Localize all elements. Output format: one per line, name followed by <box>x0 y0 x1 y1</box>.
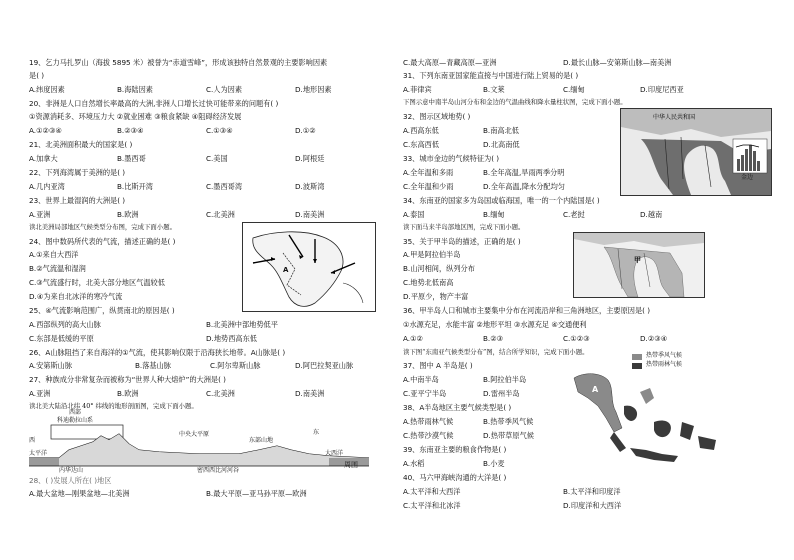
q36-sub: ①水源充足，水能丰富 ②地形平坦 ③水源充足 ④交通便利 <box>403 320 587 329</box>
legend-rainforest-label: 热带雨林气候 <box>646 361 683 368</box>
q20-opt-b: B.②③④ <box>117 126 144 135</box>
map-label-a-peninsula: A <box>592 385 599 394</box>
q35-opt-a: A.甲是阿拉伯半岛 <box>403 250 461 259</box>
q38-opt-a: A.热带雨林气候 <box>403 417 454 426</box>
q40-text: 40、马六甲海峡沟通的大洋是( ) <box>403 473 507 482</box>
q21-opt-d: D.阿根廷 <box>295 154 325 163</box>
q25-opt-a: A.西部纵列的高大山脉 <box>29 320 101 329</box>
q34-opt-c: C.老挝 <box>563 210 585 219</box>
q19-opt-c: C.人为因素 <box>206 85 243 94</box>
profile-east-label: 东 <box>313 429 320 436</box>
q27-opt-b: B.欧洲 <box>117 389 139 398</box>
q24-opt-c: C.③气流盛行时，北美大部分地区气温较低 <box>29 278 165 287</box>
q26-text: 26、A山脉阻挡了来自海洋的①气流，使其影响仅限于沿海狭长地带。A山脉是( ) <box>29 348 286 357</box>
q34-opt-b: B.缅甸 <box>483 210 505 219</box>
map-label-a: A <box>283 266 289 274</box>
q32-opt-b: B.南高北低 <box>483 126 519 135</box>
q22-opt-d: D.波斯湾 <box>295 182 325 191</box>
q33-opt-b: B.全年高温,旱雨两季分明 <box>483 168 565 177</box>
q38-text: 38、A半岛地区主要气候类型是( ) <box>403 403 512 412</box>
q25-text: 25、④气流影响范围广，纵贯南北的原因是( ) <box>29 306 175 315</box>
legend-monsoon-swatch <box>632 354 642 360</box>
q34-text: 34、东南亚的国家多为岛国或临海国，唯一的一个内陆国是( ) <box>403 196 600 205</box>
q25-opt-d: D.地势西高东低 <box>206 334 257 343</box>
q32-opt-a: A.西高东低 <box>403 126 439 135</box>
q19-text: 19、乞力马扎罗山（海拔 5895 米）被誉为“赤道雪峰”，形成该独特自然景观的主要影响因素 <box>29 58 328 67</box>
q32-text: 32、图示区域地势( ) <box>403 112 471 121</box>
q33-opt-a: A.全年温和多雨 <box>403 168 454 177</box>
profile-atlantic-label: 大西洋 <box>325 450 344 457</box>
read-note-1: 读北美洲局部地区气候类型分布图，完成下面小题。 <box>29 223 176 231</box>
north-america-climate-map <box>242 222 376 312</box>
q33-text: 33、城市金边的气候特征为( ) <box>403 154 500 163</box>
q26-opt-b: B.落基山脉 <box>135 361 171 370</box>
q30-opt-c: C.最大高原—青藏高原—亚洲 <box>403 58 497 67</box>
q25-opt-c: C.东部是低缓的平原 <box>29 334 94 343</box>
profile-cordillera-label: 科迪勒拉山系 <box>57 417 94 424</box>
q33-opt-d: D.全年高温,降水分配均匀 <box>483 182 565 191</box>
q36-text: 36、甲半岛人口和城市主要集中分布在河流沿岸和三角洲地区，主要原因是( ) <box>403 306 651 315</box>
q20-opt-d: D.①② <box>295 126 316 135</box>
q31-opt-a: A.菲律宾 <box>403 85 432 94</box>
q23-opt-b: B.欧洲 <box>117 210 139 219</box>
map-label-china: 中华人民共和国 <box>653 114 696 121</box>
q27-opt-c: C.北美洲 <box>206 389 235 398</box>
q36-opt-a: A.①② <box>403 334 423 343</box>
q22-text: 22、下列海湾属于美洲的是( ) <box>29 168 126 177</box>
q30-opt-d: D.最长山脉—安第斯山脉—南美洲 <box>563 58 672 67</box>
q21-opt-a: A.加拿大 <box>29 154 58 163</box>
q28-opt-a: A.最大盆地—刚果盆地—北美洲 <box>29 489 130 498</box>
q35-opt-d: D.平原少，物产丰富 <box>403 292 469 301</box>
map-label-jia: 甲 <box>634 256 641 264</box>
q23-opt-c: C.北美洲 <box>206 210 235 219</box>
q21-opt-c: C.美国 <box>206 154 228 163</box>
q40-opt-c: C.太平洋和北冰洋 <box>403 501 461 510</box>
q33-opt-c: C.全年温和少雨 <box>403 182 454 191</box>
read-note-5: 读下图“东南亚气候类型分布”图，结合所学知识，完成下面小题。 <box>403 348 589 356</box>
profile-plain-label: 中央大平原 <box>179 431 210 438</box>
profile-top-label: 西部 <box>69 409 82 416</box>
q39-text: 39、东南亚主要的粮食作物是( ) <box>403 445 507 454</box>
q34-opt-d: D.越南 <box>640 210 663 219</box>
q38-opt-d: D.热带草原气候 <box>483 431 534 440</box>
q36-opt-b: B.②③ <box>483 334 504 343</box>
q19-opt-d: D.地形因素 <box>295 85 332 94</box>
q31-opt-b: B.文莱 <box>483 85 505 94</box>
q26-opt-a: A.安第斯山脉 <box>29 361 73 370</box>
q27-text: 27、种族成分非常复杂而被称为“世界人种大熔炉”的大洲是( ) <box>29 375 226 384</box>
q27-opt-d: D.南美洲 <box>295 389 325 398</box>
q40-opt-a: A.太平洋和大西洋 <box>403 487 461 496</box>
profile-west-label: 西 <box>29 437 36 444</box>
profile-pacific-label: 太平洋 <box>29 450 48 457</box>
q35-text: 35、关于甲半岛的描述，正确的是( ) <box>403 237 521 246</box>
q19-opt-b: B.海陆因素 <box>117 85 153 94</box>
q39-opt-b: B.小麦 <box>483 459 505 468</box>
q24-text: 24、图中数码所代表的气流，描述正确的是( ) <box>29 237 176 246</box>
q19-cont: 是( ) <box>29 71 45 80</box>
southeast-asia-climate-map <box>570 352 720 468</box>
q19-opt-a: A.纬度因素 <box>29 85 65 94</box>
q34-opt-a: A.泰国 <box>403 210 425 219</box>
q26-opt-d: D.阿巴拉契亚山脉 <box>295 361 354 370</box>
q26-opt-c: C.阿尔卑斯山脉 <box>210 361 261 370</box>
q22-opt-a: A.几内亚湾 <box>29 182 65 191</box>
q21-text: 21、北美洲面积最大的国家是( ) <box>29 140 133 149</box>
q24-opt-a: A.①来自大西洋 <box>29 250 79 259</box>
q31-text: 31、下列东南亚国家能直接与中国进行陆上贸易的是( ) <box>403 71 579 80</box>
q23-text: 23、世界上最湿润的大洲是( ) <box>29 196 126 205</box>
q37-text: 37、图中 A 半岛是( ) <box>403 361 473 370</box>
q35-opt-b: B.山河相间，纵列分布 <box>403 264 475 273</box>
read-note-2: 读北美大陆沿北纬 40° 纬线的地形剖面图，完成下面小题。 <box>29 402 198 410</box>
q37-opt-b: B.阿拉伯半岛 <box>483 375 527 384</box>
q32-opt-d: D.北高南低 <box>483 140 520 149</box>
q39-opt-a: A.水稻 <box>403 459 425 468</box>
q28-opt-b: B.最大平原—亚马孙平原—欧洲 <box>206 489 307 498</box>
q20-opt-a: A.①②③④ <box>29 126 62 135</box>
read-note-3: 下图示意中南半岛山河分布和金边的气温曲线和降水量柱状图，完成下面小题。 <box>403 98 627 106</box>
q24-opt-d: D.④为来自北冰洋的寒冷气流 <box>29 292 123 301</box>
q35-opt-c: C.地势北低南高 <box>403 278 454 287</box>
q37-opt-c: C.亚平宁半岛 <box>403 389 447 398</box>
map-label-phnom-penh: 金边 <box>741 174 754 181</box>
q22-opt-b: B.比斯开湾 <box>117 182 153 191</box>
q20-opt-c: C.①③④ <box>206 126 233 135</box>
profile-eastern-label: 东部山地 <box>249 437 274 444</box>
q40-opt-d: D.印度洋和大西洋 <box>563 501 622 510</box>
q31-opt-c: C.缅甸 <box>563 85 585 94</box>
profile-mississippi-label: 密西西比河河谷 <box>197 467 240 474</box>
q20-text: 20、非洲是人口自然增长率最高的大洲,非洲人口增长过快可能带来的问题有( ) <box>29 99 279 108</box>
legend-rainforest-swatch <box>632 363 642 369</box>
profile-cut-label: 周围 <box>344 461 358 469</box>
q36-opt-c: C.①②③ <box>563 334 590 343</box>
q23-opt-d: D.南美洲 <box>295 210 325 219</box>
q21-opt-b: B.墨西哥 <box>117 154 146 163</box>
peninsula-map <box>573 232 705 298</box>
q32-opt-c: C.东高西低 <box>403 140 440 149</box>
q20-sub: ①资源消耗多、环境压力大 ②就业困难 ③粮食紧缺 ④阻碍经济发展 <box>29 112 242 121</box>
q38-opt-c: C.热带沙漠气候 <box>403 431 454 440</box>
q24-opt-b: B.②气流温和湿润 <box>29 264 86 273</box>
q37-opt-a: A.中南半岛 <box>403 375 439 384</box>
q28-text: 28、( )发展人所在( )地区 <box>29 476 112 485</box>
q25-opt-b: B.北美洲中部地势低平 <box>206 320 278 329</box>
q22-opt-c: C.墨西哥湾 <box>206 182 243 191</box>
q23-opt-a: A.亚洲 <box>29 210 51 219</box>
q27-opt-a: A.亚洲 <box>29 389 51 398</box>
q40-opt-b: B.太平洋和印度洋 <box>563 487 621 496</box>
q31-opt-d: D.印度尼西亚 <box>640 85 684 94</box>
q38-opt-b: B.热带季风气候 <box>483 417 534 426</box>
q37-opt-d: D.雷州半岛 <box>483 389 520 398</box>
q36-opt-d: D.②③④ <box>640 334 668 343</box>
indochina-map <box>620 108 772 196</box>
read-note-4: 读下面马来半岛部地区图，完成下面小题。 <box>403 223 525 231</box>
legend-monsoon-label: 热带季风气候 <box>646 352 683 359</box>
profile-nevada-label: 内华达山 <box>59 467 84 474</box>
terrain-profile-40n <box>29 410 369 472</box>
